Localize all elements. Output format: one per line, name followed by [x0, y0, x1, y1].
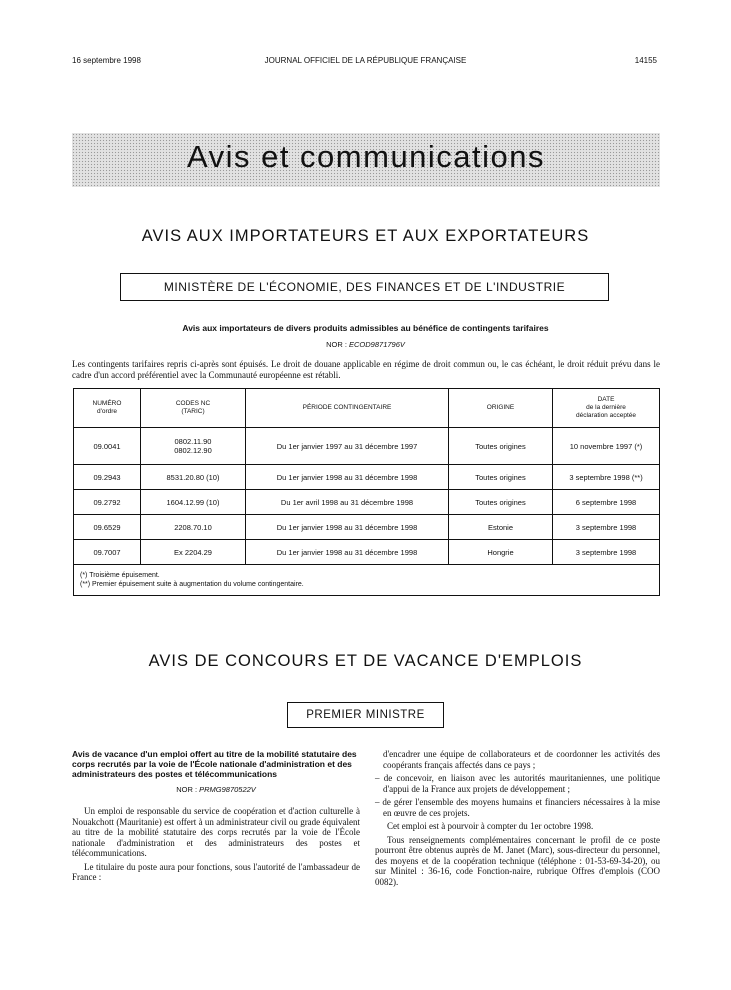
cell-origine: Toutes origines [449, 428, 553, 465]
list-item: – de gérer l'ensemble des moyens humains et financiers nécessaires à la mise en œuvre de ces projets. [375, 797, 660, 818]
cell-numero: 09.6529 [74, 515, 141, 540]
list-item: – de concevoir, en liaison avec les autorités mauritaniennes, une politique d'appui de la France aux projets de développement ; [375, 773, 660, 794]
header-numero: NUMÉRO d'ordre [74, 389, 141, 428]
body-paragraph: Tous renseignements complémentaires concernant le profil de ce poste pourront être obtenus auprès de M. Janet (Marc), sous-directeur du personnel, des moyens et de la coopération technique (téléphone : 01-53-69-34-20), ou sur Minitel : 36-16, code Fonction-naire, rubrique Offres d'emplois (COO 0082). [375, 834, 660, 887]
cell-date: 10 novembre 1997 (*) [553, 428, 660, 465]
table-row [74, 428, 660, 465]
cell-codes: Ex 2204.29 [141, 540, 246, 565]
cell-periode: Du 1er janvier 1998 au 31 décembre 1998 [246, 540, 449, 565]
table-row [74, 490, 660, 515]
cell-origine: Estonie [449, 515, 553, 540]
cell-codes: 0802.11.90 0802.12.90 [141, 428, 246, 465]
table-row [74, 540, 660, 565]
journal-title: JOURNAL OFFICIEL DE LA RÉPUBLIQUE FRANÇAISE [264, 56, 467, 65]
job-notice-nor: NOR : PRMG9870522V [176, 785, 256, 794]
section-banner [72, 133, 660, 187]
cell-codes: 8531.20.80 (10) [141, 465, 246, 490]
cell-numero: 09.2792 [74, 490, 141, 515]
nor-code: ECOD9871796V [349, 340, 405, 349]
table-notes-row [74, 565, 660, 596]
cell-date: 3 septembre 1998 [553, 515, 660, 540]
left-column [72, 749, 360, 886]
cell-codes: 2208.70.10 [141, 515, 246, 540]
section-heading-competitions: AVIS DE CONCOURS ET DE VACANCE D'EMPLOIS [148, 652, 583, 670]
table-notes: (*) Troisième épuisement. (**) Premier épuisement suite à augmentation du volume contingentaire. [74, 565, 660, 596]
header-date: DATE de la dernière déclaration acceptée [553, 389, 660, 428]
cell-periode: Du 1er janvier 1997 au 31 décembre 1997 [246, 428, 449, 465]
cell-date: 6 septembre 1998 [553, 490, 660, 515]
table-header-row [74, 389, 660, 428]
ministry-box: MINISTÈRE DE L'ÉCONOMIE, DES FINANCES ET DE L'INDUSTRIE [120, 273, 609, 301]
cell-date: 3 septembre 1998 [553, 540, 660, 565]
nor-label: NOR : [326, 340, 350, 349]
ministry-box-premier: PREMIER MINISTRE [287, 702, 444, 728]
notice-nor [0, 340, 731, 349]
cell-date: 3 septembre 1998 (**) [553, 465, 660, 490]
right-column [375, 749, 660, 890]
cell-numero: 09.0041 [74, 428, 141, 465]
header-date: 16 septembre 1998 [72, 56, 141, 65]
header-periode: PÉRIODE CONTINGENTAIRE [246, 389, 449, 428]
cell-periode: Du 1er janvier 1998 au 31 décembre 1998 [246, 465, 449, 490]
table-row [74, 465, 660, 490]
cell-codes: 1604.12.99 (10) [141, 490, 246, 515]
cell-numero: 09.7007 [74, 540, 141, 565]
cell-periode: Du 1er avril 1998 au 31 décembre 1998 [246, 490, 449, 515]
cell-origine: Toutes origines [449, 490, 553, 515]
body-paragraph: Un emploi de responsable du service de coopération et d'action culturelle à Nouakchott (Mauritanie) est offert à un administrateur civil ou grade équivalent au titre de la mobilité statutaire des corps recrutés par la voie de l'École nationale d'administration et des administrateurs des postes et télécommunications. [72, 806, 360, 858]
notice-title: Avis aux importateurs de divers produits admissibles au bénéfice de contingents tarifaires [182, 323, 549, 333]
cell-origine: Hongrie [449, 540, 553, 565]
header-codes: CODES NC (TARIC) [141, 389, 246, 428]
notice-paragraph: Les contingents tarifaires repris ci-après sont épuisés. Le droit de douane applicable en régime de droit commun ou, le cas échéant, le droit réduit prévu dans le cadre d'un accord préférentiel avec la Communauté européenne est rétabli. [72, 359, 660, 380]
cell-periode: Du 1er janvier 1998 au 31 décembre 1998 [246, 515, 449, 540]
banner-title: Avis et communications [186, 139, 546, 174]
body-paragraph: d'encadrer une équipe de collaborateurs et de coordonner les activités des coopérants français affectés dans ce pays ; [383, 749, 660, 770]
page-number: 14155 [634, 56, 657, 65]
header-origine: ORIGINE [449, 389, 553, 428]
table-row [74, 515, 660, 540]
job-notice-title: Avis de vacance d'un emploi offert au titre de la mobilité statutaire des corps recrutés par la voie de l'École nationale d'administration et des administrateurs des postes et télécommunications [72, 749, 357, 779]
cell-numero: 09.2943 [74, 465, 141, 490]
tariff-quota-table [73, 388, 660, 596]
body-paragraph: Le titulaire du poste aura pour fonctions, sous l'autorité de l'ambassadeur de France : [72, 861, 360, 882]
cell-origine: Toutes origines [449, 465, 553, 490]
section-heading-importers: AVIS AUX IMPORTATEURS ET AUX EXPORTATEURS [141, 227, 590, 245]
body-paragraph: Cet emploi est à pourvoir à compter du 1er octobre 1998. [387, 821, 594, 831]
